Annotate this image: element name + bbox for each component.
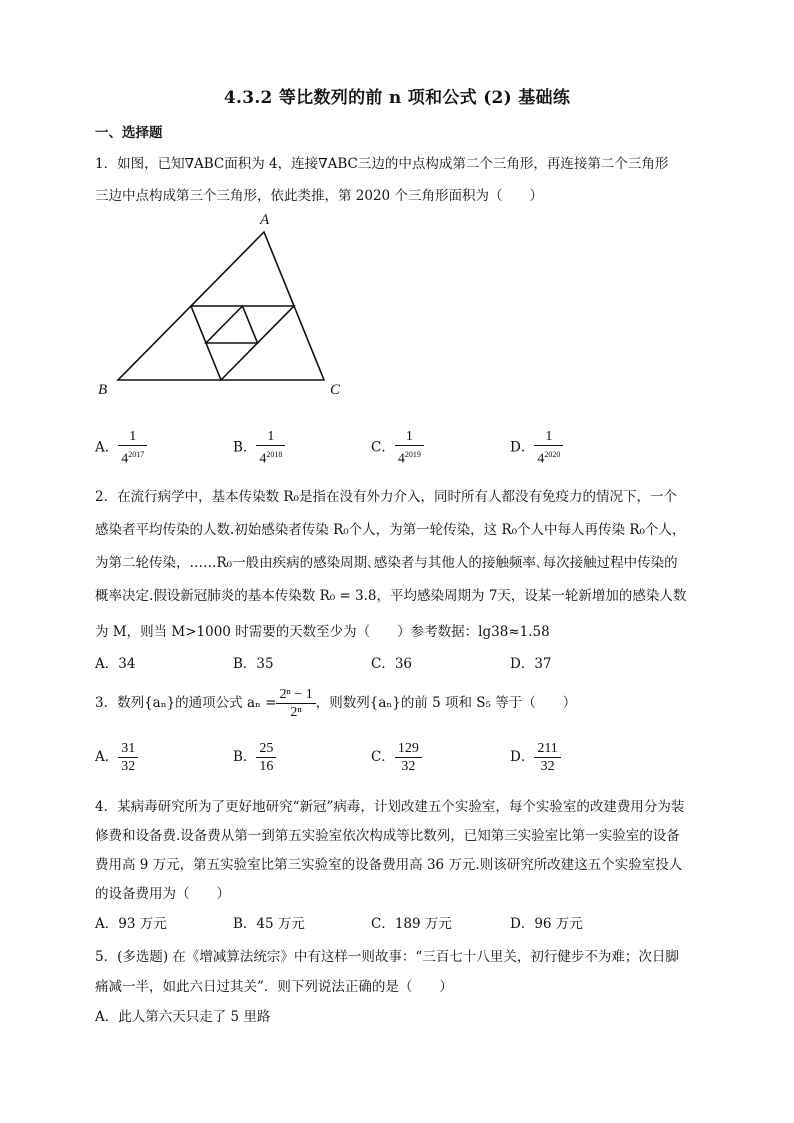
q5-line-1: 5．(多选题) 在《增减算法统宗》中有这样一则故事：“三百七十八里关，初行健步不为难；次日脚 [95, 949, 679, 965]
q4-option-a[interactable]: A．93 万元 [95, 916, 167, 932]
triangle-midpoints-3 [206, 306, 258, 343]
q4-line-4: 的设备费用为（ ） [95, 886, 230, 902]
q1-line-1: 1．如图，已知∇ABC面积为 4，连接∇ABC三边的中点构成第二个三角形，再连接第二个三角形 [95, 156, 669, 172]
vertex-label-a: A [260, 212, 270, 228]
fraction: $\frac{1}{4^{2017}}$ [118, 428, 147, 468]
q3-option-c[interactable]: C． $\frac{129}{32}$ [371, 740, 422, 775]
fraction: $\frac{1}{4^{2019}}$ [395, 428, 424, 468]
fraction: $\frac{31}{32}$ [118, 740, 138, 775]
q5-line-2: 痛减一半，如此六日过其关”．则下列说法正确的是（ ） [95, 979, 453, 995]
q1-option-a[interactable]: A． $\frac{1}{4^{2017}}$ [95, 428, 147, 468]
q2-option-a[interactable]: A．34 [95, 656, 136, 672]
q4-option-d[interactable]: D．96 万元 [510, 916, 583, 932]
fraction: $\frac{1}{4^{2020}}$ [534, 428, 563, 468]
q2-option-c[interactable]: C．36 [371, 656, 413, 672]
q1-option-d[interactable]: D． $\frac{1}{4^{2020}}$ [510, 428, 563, 468]
q1-option-b[interactable]: B． $\frac{1}{4^{2018}}$ [233, 428, 285, 468]
fraction: $\frac{25}{16}$ [256, 740, 276, 775]
q2-line-2: 感染者平均传染的人数.初始感染者传染 R₀个人，为第一轮传染，这 R₀个人中每人再传染 R₀个人， [95, 522, 686, 538]
q3-option-b[interactable]: B． $\frac{25}{16}$ [233, 740, 276, 775]
q3-formula-fraction: $\frac{\text{2ⁿ − 1}}{\text{2ⁿ}}$ [276, 686, 315, 721]
q2-option-d[interactable]: D．37 [510, 656, 552, 672]
fraction: $\frac{129}{32}$ [395, 740, 422, 775]
q2-line-3: 为第二轮传染，……R₀一般由疾病的感染周期､感染者与其他人的接触频率､每次接触过程中传染的 [95, 555, 678, 571]
q4-line-3: 费用高 9 万元，第五实验室比第三实验室的设备费用高 36 万元.则该研究所改建这五个实验室投人 [95, 857, 683, 873]
q3-line: 3．数列{aₙ}的通项公式 aₙ = $\frac{\text{2ⁿ − 1}}{\text{2ⁿ}}$ ，则数列{aₙ}的前 5 项和 S₅ 等于（ ） [95, 687, 577, 720]
fraction: $\frac{1}{4^{2018}}$ [256, 428, 285, 468]
section-heading: 一、选择题 [95, 125, 163, 141]
fraction: $\frac{211}{32}$ [534, 740, 560, 775]
nested-triangles-figure [90, 210, 360, 410]
q5-option-a[interactable]: A．此人第六天只走了 5 里路 [95, 1009, 271, 1025]
q4-option-b[interactable]: B．45 万元 [233, 916, 305, 932]
q2-line-4: 概率决定.假设新冠肺炎的基本传染数 R₀ = 3.8，平均感染周期为 7天，设某一轮新增加的感染人数 [95, 588, 687, 604]
q4-option-c[interactable]: C．189 万元 [371, 916, 452, 932]
q1-line-2: 三边中点构成第三个三角形，依此类推，第 2020 个三角形面积为（ ） [95, 188, 543, 204]
q3-option-a[interactable]: A． $\frac{31}{32}$ [95, 740, 138, 775]
q1-option-c[interactable]: C． $\frac{1}{4^{2019}}$ [371, 428, 424, 468]
q3-option-d[interactable]: D． $\frac{211}{32}$ [510, 740, 561, 775]
q4-line-1: 4．某病毒研究所为了更好地研究“新冠”病毒，计划改建五个实验室，每个实验室的改建费用分为装 [95, 799, 685, 815]
q2-line-5: 为 M，则当 M>1000 时需要的天数至少为（ ）参考数据：lg38≈1.58 [95, 624, 550, 640]
q2-option-b[interactable]: B．35 [233, 656, 274, 672]
q2-line-1: 2．在流行病学中，基本传染数 R₀是指在没有外力介入，同时所有人都没有免疫力的情况下，一个 [95, 489, 677, 505]
page-title: 4.3.2 等比数列的前 n 项和公式 (2) 基础练 [223, 88, 571, 108]
q4-line-2: 修费和设备费.设备费从第一到第五实验室依次构成等比数列，已知第三实验室比第一实验室的设备 [95, 828, 680, 844]
vertex-label-c: C [330, 382, 341, 398]
vertex-label-b: B [98, 382, 108, 398]
